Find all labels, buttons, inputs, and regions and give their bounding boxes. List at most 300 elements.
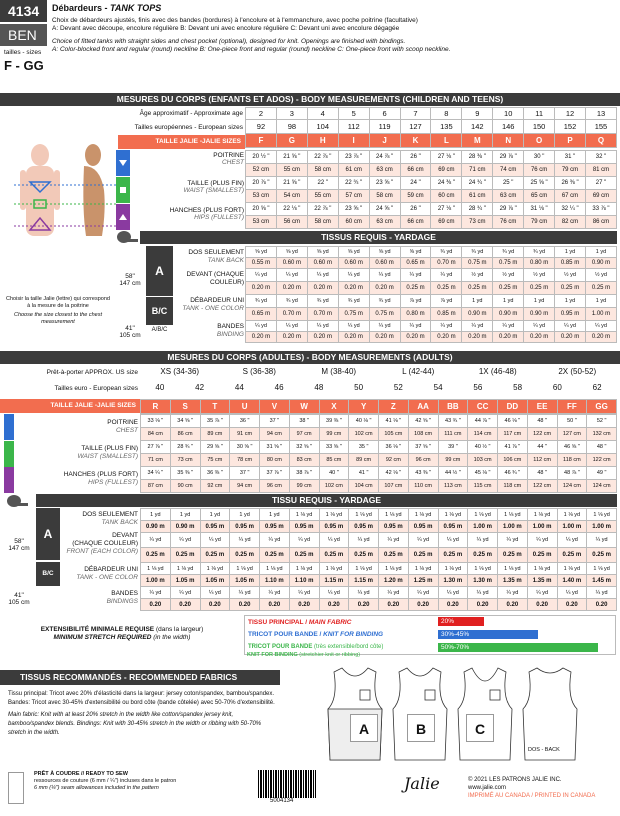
kids-waist-label: TAILLE (PLUS FIN) WAIST (SMALLEST) — [183, 180, 244, 194]
yardage-yd-cell: ¼ yd — [524, 321, 555, 332]
copyright: © 2021 LES PATRONS JALIE INC. www.jalie.com IMPRIMÉ AU CANADA / PRINTED IN CANADA — [468, 777, 596, 799]
adult-yd-cell: 1 ⅛ yd — [527, 563, 557, 575]
measure-in-cell: 23 ⅝ " — [369, 177, 400, 190]
rtw-label: Prêt-à-porter APPROX. US size — [46, 369, 138, 376]
adult-letter-cell: S — [170, 400, 200, 414]
jalie-letter-cell: P — [555, 134, 586, 148]
adult-width2: 41" 105 cm — [8, 592, 30, 606]
adult-m-cell: 0.20 — [557, 599, 587, 611]
adult-yd-cell: ¼ yd — [319, 587, 349, 599]
measure-in-cell: 26 ⅜ " — [555, 177, 586, 190]
yardage-m-cell: 0.90 m — [585, 258, 616, 269]
adult-eu-sizes — [140, 383, 617, 395]
adult-cm-cell: 106 cm — [498, 454, 528, 467]
adult-yd-cell: ¼ yd — [438, 587, 468, 599]
adult-m-cell: 1.00 m — [498, 521, 528, 533]
adult-yd-cell: ¼ yd — [260, 533, 290, 548]
measure-in-cell: 25 ⅝ " — [524, 177, 555, 190]
adult-letter-cell: GG — [587, 400, 617, 414]
yardage-m-cell: 0.85 m — [555, 258, 586, 269]
choose-size-note: Choisir la taille Jalie (lettre) qui correspond à la mesure de la poitrine Choose the size closest to the chest measurement — [6, 296, 110, 325]
adult-letter-cell: R — [141, 400, 171, 414]
measure-in-cell: 31 ⅛ " — [524, 203, 555, 216]
adult-cm-cell: 122 cm — [527, 480, 557, 493]
yardage-yd-cell: 1 yd — [585, 295, 616, 308]
adult-m-cell: 1.15 m — [349, 575, 379, 587]
eu-size: 62 — [592, 383, 602, 392]
kids-width2: 41" 105 cm — [119, 325, 141, 339]
rtw-size: L (42-44) — [402, 367, 435, 376]
measure-cm-cell: 63 cm — [369, 216, 400, 229]
adult-m-cell: 0.20 — [141, 599, 171, 611]
adult-cm-cell: 112 cm — [527, 454, 557, 467]
measure-cm-cell: 69 cm — [585, 190, 616, 203]
measure-cm-cell: 69 cm — [431, 164, 462, 177]
yardage-yd-cell: ¼ yd — [431, 269, 462, 282]
adult-m-cell: 1.10 m — [260, 575, 290, 587]
adult-yd-cell: ¼ yd — [200, 587, 230, 599]
measure-cm-cell: 60 cm — [431, 190, 462, 203]
adult-m-cell: 0.90 m — [141, 521, 171, 533]
age-cell: 5 — [338, 108, 369, 120]
yardage-yd-cell: ¼ yd — [400, 269, 431, 282]
adult-m-cell: 0.20 — [438, 599, 468, 611]
adult-in-cell: 48 " — [527, 467, 557, 480]
eu-size-cell: 142 — [462, 120, 493, 134]
adult-yd-cell: ¼ yd — [289, 533, 319, 548]
eu-size-cell: 150 — [524, 120, 555, 134]
adult-m-cell: 0.90 m — [170, 521, 200, 533]
yardage-m-cell: 0.60 m — [276, 258, 307, 269]
measure-cm-cell: 58 cm — [307, 164, 338, 177]
measure-cm-cell: 58 cm — [307, 216, 338, 229]
age-cell: 4 — [307, 108, 338, 120]
title: Débardeurs - TANK TOPS — [52, 3, 162, 13]
yardage-yd-cell: ¼ yd — [338, 269, 369, 282]
adult-m-cell: 0.25 m — [200, 548, 230, 563]
adult-yd-cell: 1 ⅛ yd — [468, 509, 498, 521]
adult-m-cell: 0.25 m — [557, 548, 587, 563]
yardage-yd-cell: ½ yd — [585, 269, 616, 282]
adult-in-cell: 35 ⅞ " — [200, 415, 230, 428]
adult-yd-cell: ¼ yd — [349, 587, 379, 599]
adult-cm-cell: 92 cm — [379, 454, 409, 467]
adult-in-cell: 40 ⅛ " — [349, 415, 379, 428]
yardage-m-cell: 0.25 m — [400, 282, 431, 295]
adult-waist-icon — [4, 441, 14, 467]
adult-m-cell: 0.95 m — [289, 521, 319, 533]
yardage-m-cell: 0.20 m — [493, 332, 524, 343]
adult-m-cell: 0.95 m — [319, 521, 349, 533]
adult-in-cell: 41 ⅛ " — [379, 415, 409, 428]
yardage-yd-cell: ¾ yd — [462, 247, 493, 258]
yardage-m-cell: 0.25 m — [431, 282, 462, 295]
kids-title: MESURES DU CORPS (ENFANTS ET ADOS) - BODY MEASUREMENTS (CHILDREN AND TEENS) — [0, 93, 620, 106]
adult-cm-cell: 99 cm — [319, 428, 349, 441]
yardage-yd-cell: ¼ yd — [338, 321, 369, 332]
adult-yd-cell: 1 ⅛ yd — [587, 563, 617, 575]
adult-yd-cell: 1 ⅛ yd — [408, 563, 438, 575]
adult-m-cell: 0.25 m — [438, 548, 468, 563]
adult-m-cell: 0.25 m — [408, 548, 438, 563]
eu-size: 40 — [155, 383, 165, 392]
adult-m-cell: 1.10 m — [289, 575, 319, 587]
adult-cm-cell: 84 cm — [141, 428, 171, 441]
adult-yd-cell: ¼ yd — [230, 533, 260, 548]
adult-m-cell: 1.35 m — [527, 575, 557, 587]
ready-to-sew-icon — [8, 772, 24, 804]
adult-m-cell: 1.40 m — [557, 575, 587, 587]
eu-size: 42 — [195, 383, 205, 392]
adult-cm-cell: 83 cm — [289, 454, 319, 467]
yardage-m-cell: 0.90 m — [462, 308, 493, 321]
pattern-name: BEN — [0, 24, 47, 46]
adult-yd-cell: ¼ yd — [260, 587, 290, 599]
waist-marker-icon — [116, 177, 130, 203]
measure-cm-cell: 54 cm — [276, 190, 307, 203]
yardage-m-cell: 0.20 m — [276, 332, 307, 343]
adult-yd-cell: 1 ⅛ yd — [141, 563, 171, 575]
adult-m-cell: 0.25 m — [468, 548, 498, 563]
adult-cm-cell: 127 cm — [557, 428, 587, 441]
tank-views — [300, 664, 616, 764]
adult-cm-cell: 114 cm — [468, 428, 498, 441]
yardage-m-cell: 0.20 m — [307, 282, 338, 295]
yardage-yd-cell: ⅝ yd — [246, 247, 277, 258]
measure-in-cell: 26 " — [400, 151, 431, 164]
adult-in-cell: 33 ⅛ " — [141, 415, 171, 428]
yardage-yd-cell: ¼ yd — [307, 321, 338, 332]
yardage-yd-cell: ¾ yd — [493, 247, 524, 258]
adult-cm-cell: 115 cm — [468, 480, 498, 493]
adult-letter-cell: FF — [557, 400, 587, 414]
measure-cm-cell: 86 cm — [585, 216, 616, 229]
yardage-m-cell: 0.25 m — [555, 282, 586, 295]
adult-m-cell: 0.20 — [587, 599, 617, 611]
adult-width1: 58" 147 cm — [8, 538, 30, 552]
adult-m-cell: 1.00 m — [527, 521, 557, 533]
adult-hips-icon — [4, 467, 14, 493]
adult-m-cell: 0.25 m — [319, 548, 349, 563]
yardage-m-cell: 0.60 m — [338, 258, 369, 269]
adult-m-cell: 0.20 — [468, 599, 498, 611]
adult-cm-cell: 99 cm — [438, 454, 468, 467]
yardage-m-cell: 0.20 m — [338, 332, 369, 343]
adult-cm-cell: 117 cm — [498, 428, 528, 441]
adult-yd-cell: ¼ yd — [587, 533, 617, 548]
adult-yd-cell: ¼ yd — [379, 533, 409, 548]
kids-chest-label: POITRINE CHEST — [213, 152, 244, 166]
measure-in-cell: 29 ⅞ " — [493, 203, 524, 216]
measure-cm-cell: 81 cm — [585, 164, 616, 177]
adult-cm-cell: 118 cm — [498, 480, 528, 493]
eu-size-cell: 112 — [338, 120, 369, 134]
measure-in-cell: 23 ⅝ " — [338, 203, 369, 216]
measure-in-cell: 22 ⅞ " — [307, 151, 338, 164]
yardage-m-cell: 1.00 m — [585, 308, 616, 321]
jalie-letter-cell: I — [338, 134, 369, 148]
yardage-yd-cell: ⅝ yd — [369, 247, 400, 258]
age-cell: 10 — [493, 108, 524, 120]
eu-size: 44 — [234, 383, 244, 392]
adult-m-cell: 0.20 — [349, 599, 379, 611]
yardage-yd-cell: ¾ yd — [369, 295, 400, 308]
yardage-yd-cell: ⅝ yd — [307, 247, 338, 258]
adult-in-cell: 37 ⅝ " — [408, 441, 438, 454]
measure-cm-cell: 60 cm — [338, 216, 369, 229]
adult-yd-cell: 1 ⅛ yd — [587, 509, 617, 521]
adult-cm-cell: 122 cm — [527, 428, 557, 441]
yardage-m-cell: 0.95 m — [555, 308, 586, 321]
adult-m-cell: 0.25 m — [289, 548, 319, 563]
yardage-m-cell: 0.20 m — [524, 332, 555, 343]
adult-m-cell: 0.25 m — [379, 548, 409, 563]
measure-in-cell: 20 ½ " — [246, 151, 277, 164]
measure-cm-cell: 61 cm — [338, 164, 369, 177]
adult-m-cell: 1.00 m — [587, 521, 617, 533]
adult-yd-cell: 1 yd — [260, 509, 290, 521]
kids-measurement-table — [245, 150, 617, 229]
yardage-m-cell: 0.20 m — [555, 332, 586, 343]
sizes-label: tailles - sizes — [4, 49, 42, 56]
measure-in-cell: 22 ⅞ " — [307, 203, 338, 216]
adult-in-cell: 46 ⅝ " — [557, 441, 587, 454]
adult-view-a-label: A — [36, 508, 60, 560]
adult-chest-icon — [4, 414, 14, 440]
age-cell: 8 — [431, 108, 462, 120]
eu-size: 58 — [513, 383, 523, 392]
yardage-m-cell: 0.20 m — [307, 332, 338, 343]
adult-cm-cell: 118 cm — [557, 454, 587, 467]
adult-in-cell: 30 ⅝ " — [230, 441, 260, 454]
measure-cm-cell: 66 cm — [400, 164, 431, 177]
adult-yd-cell: ¼ yd — [438, 533, 468, 548]
adult-m-cell: 0.95 m — [379, 521, 409, 533]
adult-yd-cell: ¼ yd — [170, 587, 200, 599]
adult-yd-cell: ¼ yd — [200, 533, 230, 548]
yardage-yd-cell: 1 yd — [493, 295, 524, 308]
rtw-size: M (38-40) — [321, 367, 357, 376]
yardage-yd-cell: ¼ yd — [276, 321, 307, 332]
adult-yd-cell: 1 ⅛ yd — [557, 509, 587, 521]
view-a-tag: A — [350, 714, 378, 742]
adult-m-cell: 0.20 — [260, 599, 290, 611]
jalie-letter-cell: F — [246, 134, 277, 148]
adult-cm-cell: 87 cm — [141, 480, 171, 493]
yardage-yd-cell: ¼ yd — [585, 321, 616, 332]
adult-yd-cell: 1 ⅛ yd — [289, 563, 319, 575]
measure-cm-cell: 79 cm — [555, 164, 586, 177]
kids-abc-label: A/B/C — [151, 327, 168, 333]
age-cell: 3 — [276, 108, 307, 120]
eu-size: 52 — [393, 383, 403, 392]
yardage-m-cell: 0.20 m — [462, 332, 493, 343]
measure-cm-cell: 56 cm — [276, 216, 307, 229]
barcode — [258, 770, 316, 798]
yardage-m-cell: 0.70 m — [276, 308, 307, 321]
adult-m-cell: 1.05 m — [170, 575, 200, 587]
adult-cm-cell: 80 cm — [260, 454, 290, 467]
eu-size-cell: 98 — [276, 120, 307, 134]
adult-yd-cell: 1 ⅛ yd — [498, 509, 528, 521]
adult-in-cell: 34 ⅝ " — [170, 415, 200, 428]
adults-title: MESURES DU CORPS (ADULTES) - BODY MEASUREMENTS (ADULTS) — [0, 351, 620, 364]
adult-in-cell: 39 " — [438, 441, 468, 454]
adult-yd-cell: ¼ yd — [557, 533, 587, 548]
adult-jalie-label: TAILLE JALIE -JALIE SIZES — [0, 399, 140, 413]
adult-in-cell: 44 ½ " — [438, 467, 468, 480]
measure-cm-cell: 65 cm — [524, 190, 555, 203]
adult-cm-cell: 78 cm — [230, 454, 260, 467]
measure-cm-cell: 76 cm — [524, 164, 555, 177]
adult-in-cell: 38 ⅞ " — [289, 467, 319, 480]
yardage-yd-cell: ⅞ yd — [431, 295, 462, 308]
adult-cm-cell: 94 cm — [230, 480, 260, 493]
adult-yd-cell: 1 ⅛ yd — [289, 509, 319, 521]
footer-text: PRÊT À COUDRE // READY TO SEW ressources de couture (6 mm / ¼") incluses dans le patron 6 mm (¼") seam allowances included in the pattern — [34, 771, 177, 791]
measure-cm-cell: 73 cm — [462, 216, 493, 229]
adult-in-cell: 36 ⅜ " — [200, 467, 230, 480]
adult-m-cell: 1.20 m — [379, 575, 409, 587]
adult-yd-cell: 1 ⅛ yd — [527, 509, 557, 521]
measure-cm-cell: 58 cm — [369, 190, 400, 203]
measure-cm-cell: 82 cm — [555, 216, 586, 229]
adult-eu-label: Tailles euro - European sizes — [54, 385, 138, 392]
yardage-yd-cell: ⅝ yd — [400, 247, 431, 258]
adult-yd-cell: 1 ⅛ yd — [379, 509, 409, 521]
kids-size-table — [245, 107, 617, 148]
measure-cm-cell: 61 cm — [462, 190, 493, 203]
adult-measurement-table — [140, 414, 617, 493]
adult-yd-cell: 1 ⅛ yd — [230, 563, 260, 575]
measure-in-cell: 21 ⅝ " — [276, 177, 307, 190]
yardage-m-cell: 0.25 m — [493, 282, 524, 295]
adult-in-cell: 36 ⅛ " — [379, 441, 409, 454]
yardage-yd-cell: ½ yd — [555, 269, 586, 282]
adult-m-cell: 1.00 m — [468, 521, 498, 533]
adult-cm-cell: 99 cm — [289, 480, 319, 493]
age-cell: 13 — [585, 108, 616, 120]
adult-cm-cell: 111 cm — [438, 428, 468, 441]
measure-in-cell: 22 ⅛ " — [276, 203, 307, 216]
adult-yd-cell: 1 ⅛ yd — [170, 563, 200, 575]
yardage-yd-cell: ¼ yd — [246, 321, 277, 332]
adult-in-cell: 49 " — [587, 467, 617, 480]
measure-in-cell: 29 ⅞ " — [493, 151, 524, 164]
yardage-m-cell: 0.80 m — [400, 308, 431, 321]
eu-size: 50 — [354, 383, 364, 392]
eu-size-cell: 152 — [555, 120, 586, 134]
yardage-m-cell: 0.25 m — [462, 282, 493, 295]
adult-yd-cell: ¼ yd — [230, 587, 260, 599]
yardage-yd-cell: ¼ yd — [555, 321, 586, 332]
yardage-m-cell: 0.75 m — [338, 308, 369, 321]
adult-in-cell: 45 ⅛ " — [468, 467, 498, 480]
yardage-m-cell: 0.20 m — [369, 282, 400, 295]
age-cell: 2 — [246, 108, 277, 120]
adult-in-cell: 48 ⅞ " — [557, 467, 587, 480]
measure-in-cell: 24 ⅝ " — [369, 203, 400, 216]
adult-cm-cell: 97 cm — [289, 428, 319, 441]
yardage-yd-cell: ¾ yd — [524, 247, 555, 258]
view-bc-label: B/C — [146, 297, 173, 325]
adult-in-cell: 43 ⅜ " — [408, 467, 438, 480]
adult-yd-cell: ¼ yd — [319, 533, 349, 548]
adult-in-cell: 52 " — [587, 415, 617, 428]
brand-logo: Jalie — [404, 774, 440, 793]
yardage-yd-cell: ½ yd — [493, 269, 524, 282]
yardage-yd-cell: ¼ yd — [462, 321, 493, 332]
yardage-yd-cell: ¼ yd — [246, 269, 277, 282]
adult-m-cell: 1.25 m — [408, 575, 438, 587]
adult-cm-cell: 94 cm — [260, 428, 290, 441]
adult-yardage-title: TISSU REQUIS - YARDAGE — [36, 494, 617, 507]
adult-in-cell: 31 ⅝ " — [260, 441, 290, 454]
yardage-yd-cell: ¾ yd — [307, 295, 338, 308]
yardage-m-cell: 0.25 m — [585, 282, 616, 295]
yardage-yd-cell: 1 yd — [462, 295, 493, 308]
yardage-yd-cell: ¼ yd — [369, 269, 400, 282]
kids-hips-label: HANCHES (PLUS FORT) HIPS (FULLEST) — [169, 207, 244, 221]
adult-yd-cell: 1 ⅛ yd — [438, 509, 468, 521]
adult-m-cell: 0.25 m — [527, 548, 557, 563]
adult-yd-cell: 1 ⅛ yd — [200, 563, 230, 575]
adult-letter-cell: U — [230, 400, 260, 414]
adult-in-cell: 44 ⅞ " — [468, 415, 498, 428]
adult-yd-cell: ¼ yd — [468, 533, 498, 548]
adult-in-cell: 42 ⅝ " — [408, 415, 438, 428]
adult-in-cell: 37 " — [260, 415, 290, 428]
measure-cm-cell: 63 cm — [493, 190, 524, 203]
adult-cm-cell: 89 cm — [200, 428, 230, 441]
yardage-m-cell: 0.20 m — [276, 282, 307, 295]
adult-in-cell: 48 " — [527, 415, 557, 428]
adult-cm-cell: 124 cm — [557, 480, 587, 493]
yardage-m-cell: 0.20 m — [400, 332, 431, 343]
adult-m-cell: 0.95 m — [260, 521, 290, 533]
yardage-m-cell: 0.85 m — [431, 308, 462, 321]
jalie-letter-cell: J — [369, 134, 400, 148]
adult-yrow-labels: DOS SEULEMENT TANK BACK DEVANT (CHAQUE COULEUR) FRONT (EACH COLOR) DÉBARDEUR UNI TANK - ONE COLOR BANDES BINDINGS — [66, 511, 138, 605]
adult-yd-cell: 1 ⅛ yd — [557, 563, 587, 575]
measure-cm-cell: 74 cm — [493, 164, 524, 177]
adult-in-cell: 32 ⅝ " — [289, 441, 319, 454]
yardage-yd-cell: ½ yd — [524, 269, 555, 282]
jalie-letter-cell: L — [431, 134, 462, 148]
stretch-guide: TISSU PRINCIPAL / MAIN FABRIC TRICOT POUR BANDE / KNIT FOR BINDING TRICOT POUR BANDE (très extensible/bord côte) — [244, 615, 616, 655]
adult-yd-cell: ¼ yd — [498, 587, 528, 599]
measure-in-cell: 24 " — [400, 177, 431, 190]
yardage-yd-cell: ¼ yd — [369, 321, 400, 332]
adult-yd-cell: ¼ yd — [527, 533, 557, 548]
yardage-yd-cell: ½ yd — [462, 269, 493, 282]
measure-in-cell: 32 ¼ " — [555, 203, 586, 216]
measure-in-cell: 31 " — [555, 151, 586, 164]
yardage-yd-cell: 1 yd — [555, 247, 586, 258]
adult-cm-cell: 102 cm — [319, 480, 349, 493]
measure-in-cell: 24 ⅞ " — [369, 151, 400, 164]
measure-cm-cell: 71 cm — [462, 164, 493, 177]
fabrics-title: TISSUS RECOMMANDÉS - RECOMMENDED FABRICS — [0, 670, 280, 685]
adult-cm-cell: 91 cm — [230, 428, 260, 441]
hips-marker-icon — [116, 204, 130, 230]
adult-yd-cell: ¼ yd — [408, 533, 438, 548]
kids-width1: 58" 147 cm — [119, 273, 141, 287]
adult-yd-cell: ¼ yd — [468, 587, 498, 599]
adult-m-cell: 0.20 — [200, 599, 230, 611]
adult-cm-cell: 71 cm — [141, 454, 171, 467]
adult-cm-cell: 102 cm — [349, 428, 379, 441]
